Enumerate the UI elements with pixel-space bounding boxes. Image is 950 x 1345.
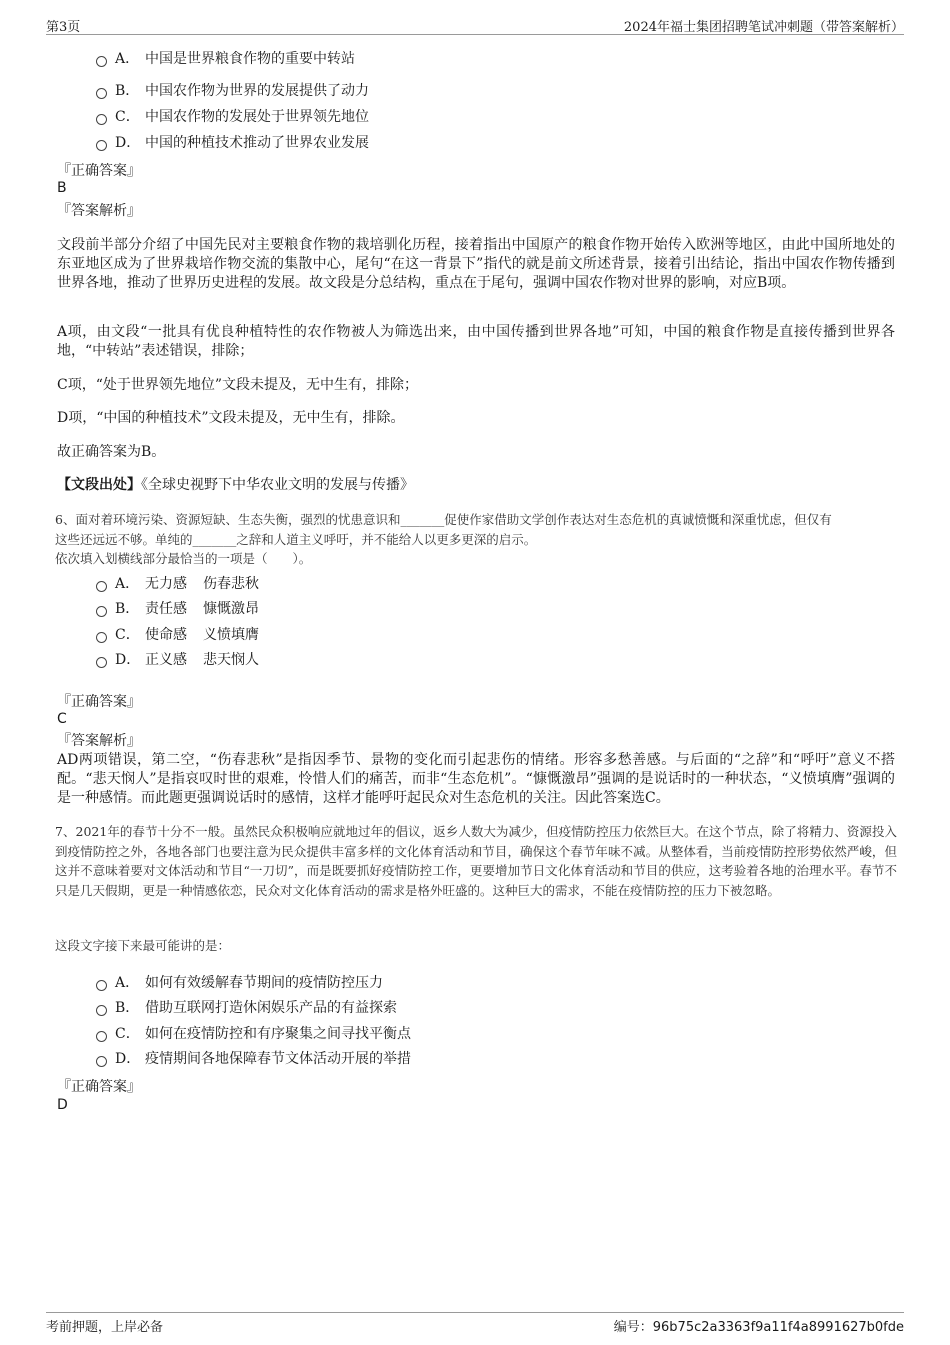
radio-icon[interactable] [96, 88, 107, 99]
page-footer [46, 1312, 904, 1333]
q5-analysis-option-c: C项，“处于世界领先地位”文段未提及，无中生有，排除； [57, 377, 419, 393]
q7-option-d[interactable]: D． 疫情期间各地保障春节文体活动开展的举措 [96, 1049, 411, 1069]
radio-icon[interactable] [96, 657, 107, 668]
document-title: 2024年福士集团招聘笔试冲刺题（带答案解析） [623, 20, 904, 35]
q7-option-a[interactable]: A． 如何有效缓解春节期间的疫情防控压力 [96, 973, 383, 993]
radio-icon[interactable] [96, 56, 107, 67]
page-number: 第3页 [46, 20, 81, 35]
radio-icon[interactable] [96, 114, 107, 125]
q6-stem-line1: 6、面对着环境污染、资源短缺、生态失衡，强烈的忧患意识和_______促使作家借助文学创作表达对生态危机的真诚愤慨和深重忧虑，但仅有 [55, 512, 832, 527]
q5-option-a[interactable]: A． 中国是世界粮食作物的重要中转站 [96, 49, 355, 69]
q6-option-d[interactable]: D． 正义感 悲天悯人 [96, 650, 259, 670]
radio-icon[interactable] [96, 140, 107, 151]
radio-icon[interactable] [96, 632, 107, 643]
q5-analysis-label: 『答案解析』 [57, 203, 141, 219]
q7-answer: D [57, 1097, 68, 1113]
q5-answer-label: 『正确答案』 [57, 163, 141, 179]
q5-conclusion: 故正确答案为B。 [57, 444, 166, 460]
document-code: 编号：96b75c2a3363f9a11f4a8991627b0fde [613, 1320, 904, 1335]
radio-icon[interactable] [96, 1031, 107, 1042]
q5-option-b[interactable]: B． 中国农作物为世界的发展提供了动力 [96, 81, 369, 101]
q7-stem: 7、2021年的春节十分不一般。虽然民众积极响应就地过年的倡议，返乡人数大为减少，但疫情防控压力依然巨大。在这个节点，除了将精力、资源投入到疫情防控之外，各地各部门也要注意为民众提供丰富多样的文化体育活动和节目，确保这个春节年味不减。从整体看，当前疫情防控形势依然严峻，但这并不意味着要对文体活动和节目“一刀切”，而是既要抓好疫情防控工作，更要增加节日文化体育活动和节目的供应，这考验着各地的治理水平。春节不只是几天假期，更是一种情感依恋，民众对文化体育活动的需求是格外旺盛的。这种巨大的需求，不能在疫情防控的压力下被忽略。 [55, 824, 897, 898]
source-label: 【文段出处】 [57, 477, 141, 493]
q6-stem-line2: 这些还远远不够。单纯的_______之辞和人道主义呼吁，并不能给人以更多更深的启示。 [55, 532, 537, 547]
q6-analysis-label: 『答案解析』 [57, 733, 141, 749]
q6-answer-label: 『正确答案』 [57, 694, 141, 710]
q5-source [57, 476, 895, 495]
q5-analysis-option-a: A项，由文段“一批具有优良种植特性的农作物被人为筛选出来，由中国传播到世界各地”可知，中国的粮食作物是直接传播到世界各地，“中转站”表述错误，排除； [57, 324, 895, 359]
q6-option-a[interactable]: A． 无力感 伤春悲秋 [96, 574, 259, 594]
radio-icon[interactable] [96, 980, 107, 991]
q6-answer: C [57, 711, 67, 727]
q6-question: 依次填入划横线部分最恰当的一项是（ ）。 [55, 551, 312, 566]
q5-answer: B [57, 180, 67, 196]
q5-option-c[interactable]: C． 中国农作物的发展处于世界领先地位 [96, 107, 369, 127]
q7-option-c[interactable]: C． 如何在疫情防控和有序聚集之间寻找平衡点 [96, 1024, 411, 1044]
radio-icon[interactable] [96, 581, 107, 592]
q5-analysis-paragraph: 文段前半部分介绍了中国先民对主要粮食作物的栽培驯化历程，接着指出中国原产的粮食作物开始传入欧洲等地区，由此中国所地处的东亚地区成为了世界栽培作物交流的集散中心，尾句“在这一背景下”指代的就是前文所述背景，接着引出结论，指出中国农作物传播到世界各地，推动了世界历史进程的发展。故文段是分总结构，重点在于尾句，强调中国农作物对世界的影响，对应B项。 [57, 237, 895, 291]
radio-icon[interactable] [96, 1056, 107, 1067]
q7-answer-label: 『正确答案』 [57, 1079, 141, 1095]
source-title: 《全球史视野下中华农业文明的发展与传播》 [141, 477, 414, 493]
q6-option-b[interactable]: B． 责任感 慷慨激昂 [96, 599, 259, 619]
q7-question: 这段文字接下来最可能讲的是： [55, 938, 231, 953]
radio-icon[interactable] [96, 606, 107, 617]
q7-option-b[interactable]: B． 借助互联网打造休闲娱乐产品的有益探索 [96, 998, 397, 1018]
radio-icon[interactable] [96, 1005, 107, 1016]
q5-analysis-option-d: D项，“中国的种植技术”文段未提及，无中生有，排除。 [57, 410, 405, 426]
q6-option-c[interactable]: C． 使命感 义愤填膺 [96, 625, 259, 645]
footer-slogan: 考前押题，上岸必备 [46, 1320, 164, 1335]
q5-option-d[interactable]: D． 中国的种植技术推动了世界农业发展 [96, 133, 369, 153]
page-header [46, 14, 904, 35]
q6-analysis: AD两项错误，第二空，“伤春悲秋”是指因季节、景物的变化而引起悲伤的情绪。形容多愁善感。与后面的“之辞”和“呼吁”意义不搭配。“悲天悯人”是指哀叹时世的艰难，怜惜人们的痛苦，而非“生态危机”。“慷慨激昂”强调的是说话时的一种状态，“义愤填膺”强调的是一种感情。而此题更强调说话时的感情，这样才能呼吁起民众对生态危机的关注。因此答案选C。 [57, 752, 895, 806]
